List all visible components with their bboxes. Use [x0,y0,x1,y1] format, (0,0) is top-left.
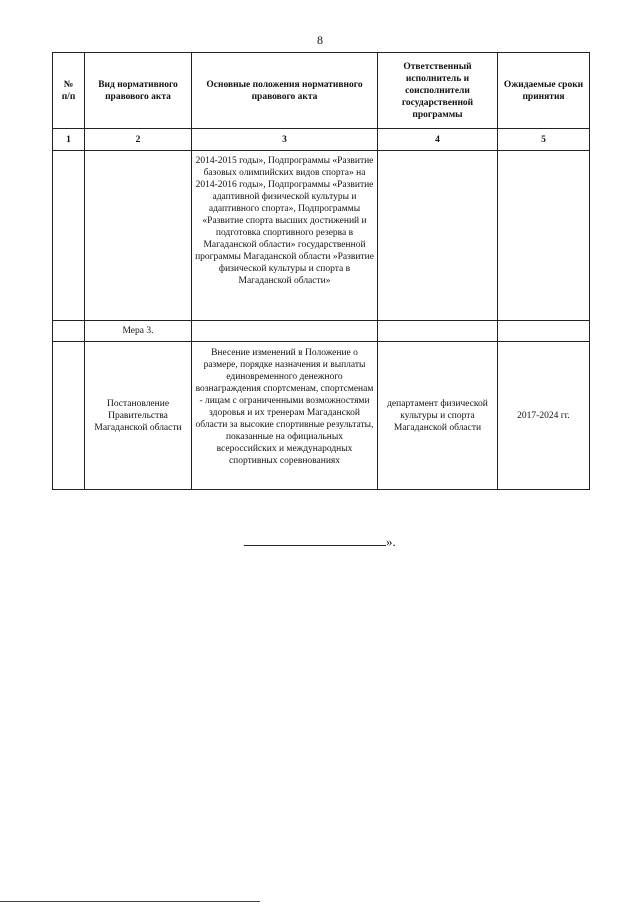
table-header-row [53,53,590,129]
column-number: 2 [85,129,192,151]
scan-edge-line [0,901,260,902]
cell-deadline: 2017-2024 гг. [498,342,590,490]
cell-main-provisions: 2014-2015 годы», Подпрограммы «Развитие базовых олимпийских видов спорта» на 2014-2016 годы», Подпрограммы «Развитие адаптивной физической культуры и адаптивного спорта», Подпрограммы «Развитие спорта высших достижений и подготовка спортивного резерва в Магаданской области» государственной программы Магаданской области »Развитие физической культуры и спорта в Магаданской области» [192,151,378,321]
cell-act-type: Постановление Правительства Магаданской области [85,342,192,490]
cell-responsible [378,321,498,342]
page-number: 8 [317,33,323,47]
header-number: № п/п [53,53,85,129]
column-number-row [53,129,590,151]
cell-deadline [498,321,590,342]
column-number: 5 [498,129,590,151]
cell-number [53,342,85,490]
measure-row [53,321,590,342]
cell-main-provisions: Внесение изменений в Положение о размере, порядке назначения и выплаты единовременного денежного вознаграждения спортсменам, спортсменам - лицам с ограниченными возможностями здоровья и их тренерам Магаданской области за высокие спортивные результаты, показанные на официальных всероссийских и международных спортивных соревнованиях [192,342,378,490]
table-row [53,151,590,321]
column-number: 3 [192,129,378,151]
normative-acts-table [52,52,590,490]
column-number: 1 [53,129,85,151]
closing-mark [244,533,396,550]
table-row [53,342,590,490]
cell-responsible [378,151,498,321]
cell-deadline [498,151,590,321]
cell-number [53,321,85,342]
cell-responsible: департамент физической культуры и спорта Магаданской области [378,342,498,490]
closing-quote: ». [386,534,396,549]
measure-label: Мера 3. [85,321,192,342]
header-deadline: Ожидаемые сроки принятия [498,53,590,129]
header-main-provisions: Основные положения нормативного правового акта [192,53,378,129]
cell-act-type [85,151,192,321]
header-act-type: Вид нормативного правового акта [85,53,192,129]
cell-main-provisions [192,321,378,342]
signature-line [244,533,386,546]
cell-number [53,151,85,321]
header-responsible: Ответственный исполнитель и соисполнители государственной программы [378,53,498,129]
column-number: 4 [378,129,498,151]
